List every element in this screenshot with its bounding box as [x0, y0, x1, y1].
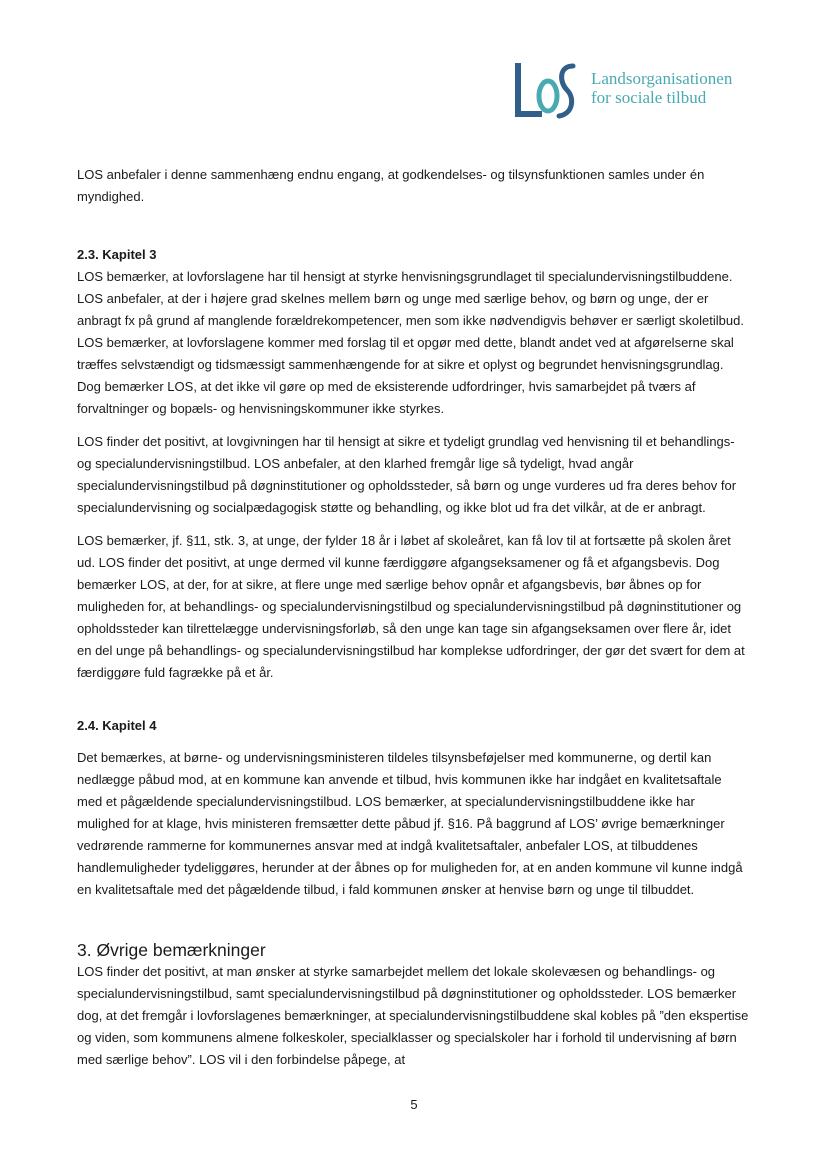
intro-paragraph: LOS anbefaler i denne sammenhæng endnu engang, at godkendelses- og tilsynsfunktionen samles under én myndighed.	[77, 167, 705, 204]
los-logo-mark	[515, 58, 577, 122]
paragraph: LOS finder det positivt, at man ønsker at styrke samarbejdet mellem det lokale skolevæsen og behandlings- og specialundervisningstilbud, samt specialundervisningstilbud på døgninstitutioner og opholdssteder. LOS bemærker dog, at det fremgår i lovforslagenes bemærkninger, at specialundervisningstilbuddene skal kobles på ”den ekspertise og viden, som kommunens almene folkeskoler, specialklasser og specialskoler har i forhold til undervisning af børn med særlige behov”. LOS vil i den forbindelse påpege, at	[77, 964, 749, 1067]
section-heading-2-3: 2.3. Kapitel 3	[77, 247, 157, 262]
org-name	[591, 69, 732, 107]
paragraph: Det bemærkes, at børne- og undervisningsministeren tildeles tilsynsbeføjelser med kommunerne, og dertil kan nedlægge påbud mod, at en kommune kan anvende et tilbud, hvis kommunen ikke har indgået en kvalitetsaftale med et pågældende specialundervisningstilbud. LOS bemærker, at specialundervisningstilbuddene ikke har mulighed for at klage, hvis ministeren fremsætter dette påbud jf. §16. På baggrund af LOS’ øvrige bemærkninger vedrørende rammerne for kommunernes ansvar med at indgå kvalitetsaftaler, anbefaler LOS, at tilbuddenes handlemuligheder tydeliggøres, herunder at der åbnes op for muligheden for, at en anden kommune vil kunne indgå en kvalitetsaftale med det pågældende tilbud, i fald kommunen ønsker at henvise børn og unge til tilbuddet.	[77, 750, 743, 897]
section-heading-2-4: 2.4. Kapitel 4	[77, 718, 157, 733]
org-name-line1: Landsorganisationen	[591, 69, 733, 88]
page-number: 5	[410, 1097, 418, 1112]
org-name-line2: for sociale tilbud	[591, 88, 707, 107]
paragraph: LOS bemærker, jf. §11, stk. 3, at unge, der fylder 18 år i løbet af skoleåret, kan få lov til at fortsætte på skolen året ud. LOS finder det positivt, at unge dermed vil kunne færdiggøre afgangseksamener og få et afgangsbevis. Dog bemærker LOS, at der, for at sikre, at flere unge med særlige behov opnår et afgangsbevis, bør åbnes op for muligheden for, at behandlings- og specialundervisningstilbud og specialundervisningstilbud på døgninstitutioner og opholdssteder kan tilrettelægge undervisningsforløb, så den unge kan tage sin afgangseksamen over flere år, idet en del unge på behandlings- og specialundervisningstilbud har komplekse udfordringer, der gør det svært for dem at færdiggøre fuld fagrække på et år.	[77, 533, 745, 680]
section-heading-3: 3. Øvrige bemærkninger	[77, 940, 266, 960]
paragraph: LOS bemærker, at lovforslagene har til hensigt at styrke henvisningsgrundlaget til specialundervisningstilbuddene. LOS anbefaler, at der i højere grad skelnes mellem børn og unge med særlige behov, og børn og unge, der er anbragt fx på grund af manglende forældrekompetencer, men som ikke nødvendigvis behøver er særligt skoletilbud. LOS bemærker, at lovforslagene kommer med forslag til et opgør med dette, blandt andet ved at afgørelserne skal træffes selvstændigt og tidsmæssigt sammenhængende for at sikre et oplyst og begrundet henvisningsgrundlag. Dog bemærker LOS, at det ikke vil gøre op med de eksisterende udfordringer, hvis samarbejdet på tværs af forvaltninger og bopæls- og henvisningskommuner ikke styrkes.	[77, 269, 744, 416]
document-body	[77, 164, 749, 1071]
los-logo	[515, 58, 765, 122]
paragraph: LOS finder det positivt, at lovgivningen har til hensigt at sikre et tydeligt grundlag ved henvisning til et behandlings- og specialundervisningstilbud. LOS anbefaler, at den klarhed fremgår lige så tydeligt, hvad angår specialundervisningstilbud på døgninstitutioner og opholdssteder, så børn og unge vurderes ud fra deres behov for specialundervisning og socialpædagogisk støtte og behandling, og ikke blot ud fra det vilkår, at de er anbragt.	[77, 434, 737, 515]
